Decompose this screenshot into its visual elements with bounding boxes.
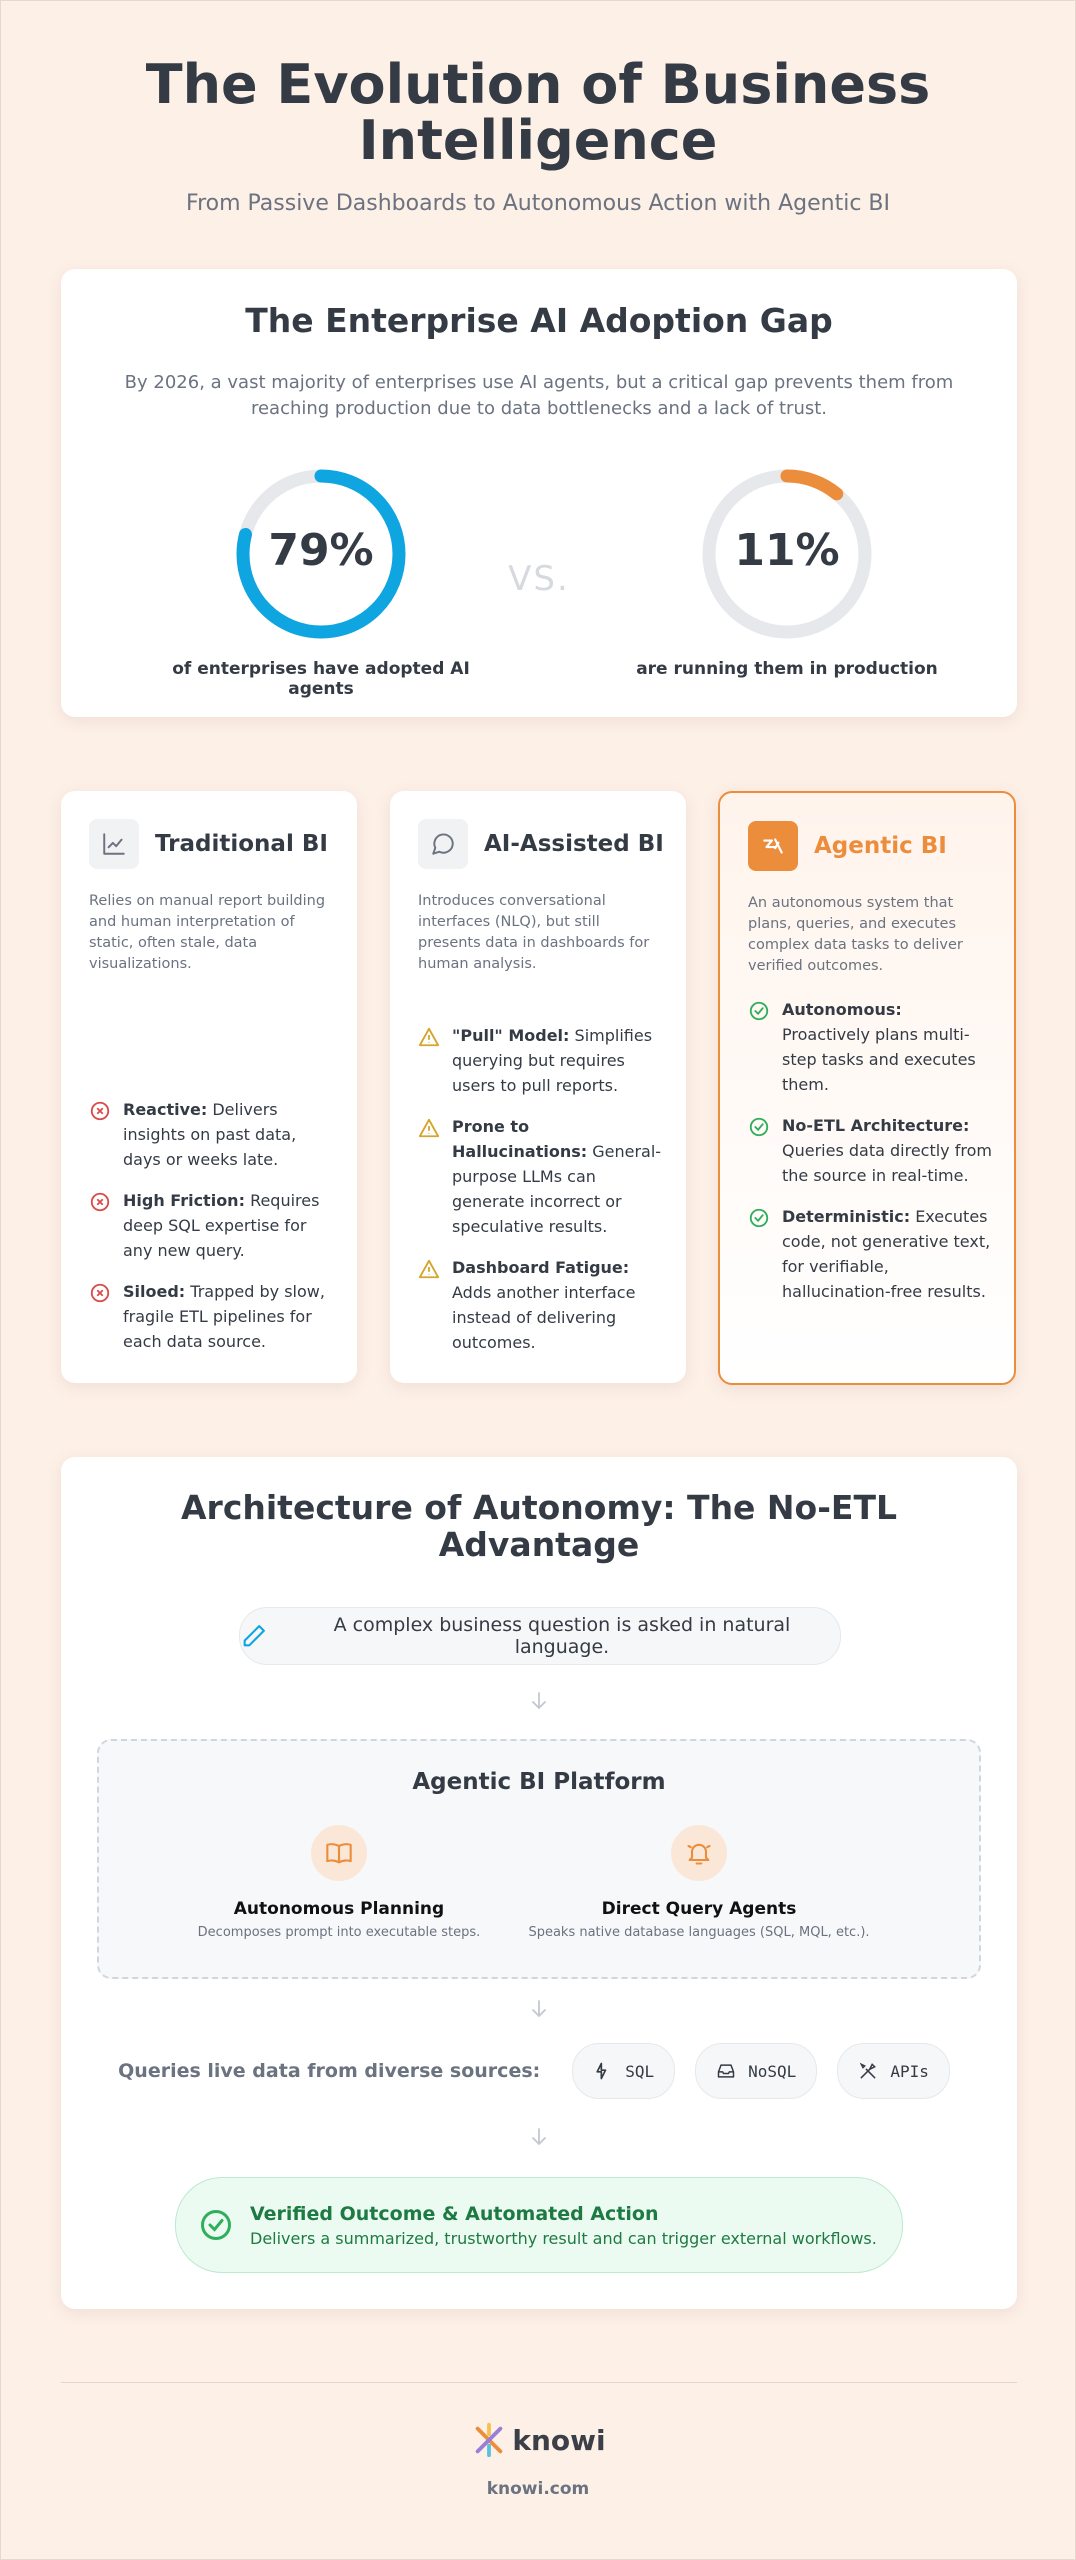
warning-triangle-icon — [418, 1026, 440, 1048]
traditional-bi-description: Relies on manual report building and human interpretation of static, often stale, data visualizations. — [89, 893, 326, 972]
source-chip-nosql: NoSQL — [695, 2043, 817, 2099]
ai-assisted-bi-list — [418, 1023, 664, 1371]
footer-divider — [61, 2382, 1017, 2383]
outcome-box — [175, 2177, 903, 2273]
brand-name: knowi — [512, 2423, 606, 2457]
vs-label: VS. — [508, 559, 570, 599]
feature-title: Autonomous Planning — [233, 1899, 445, 1919]
adoption-ring — [236, 469, 406, 639]
knowi-logo-icon — [470, 2421, 508, 2459]
check-circle-icon — [748, 1116, 770, 1138]
feature-desc: Decomposes prompt into executable steps. — [197, 1925, 481, 1940]
x-circle-icon — [89, 1282, 111, 1304]
source-chip-apis: APIs — [837, 2043, 950, 2099]
x-circle-icon — [89, 1100, 111, 1122]
agent-icon — [748, 821, 798, 871]
list-item: Autonomous: Proactively plans multi-step tasks and executes them. — [748, 997, 994, 1097]
source-chip-sql: SQL — [572, 2043, 675, 2099]
agentic-bi-list — [748, 997, 994, 1320]
adoption-gap-title: The Enterprise AI Adoption Gap — [245, 301, 833, 340]
adoption-label: of enterprises have adopted AI agents — [172, 659, 470, 699]
hero — [1, 1, 1075, 216]
inbox-icon — [716, 2061, 736, 2081]
adoption-value: 79% — [268, 525, 374, 576]
list-item: No-ETL Architecture: Queries data directly from the source in real-time. — [748, 1113, 994, 1188]
adoption-gap-description: By 2026, a vast majority of enterprises use AI agents, but a critical gap prevents them from reaching production due to data bottlenecks and a lack of trust. — [124, 372, 954, 419]
production-stat — [607, 469, 967, 679]
list-item: "Pull" Model: Simplifies querying but requires users to pull reports. — [418, 1023, 664, 1098]
arrow-down-icon — [527, 1689, 551, 1713]
production-ring — [702, 469, 872, 639]
sources-label: Queries live data from diverse sources: — [118, 2060, 541, 2082]
line-chart-icon — [89, 819, 139, 869]
adoption-gap-card — [61, 269, 1017, 717]
page-title: The Evolution of Business Intelligence — [145, 53, 931, 172]
agentic-bi-card — [718, 791, 1016, 1385]
question-text: A complex business question is asked in natural language. — [333, 1614, 791, 1658]
x-circle-icon — [89, 1191, 111, 1213]
traditional-bi-list — [89, 1097, 335, 1370]
architecture-title: Architecture of Autonomy: The No-ETL Advantage — [181, 1488, 897, 1564]
chat-bubble-icon — [418, 819, 468, 869]
production-value: 11% — [734, 525, 840, 576]
list-item: Prone to Hallucinations: General-purpose LLMs can generate incorrect or speculative results. — [418, 1114, 664, 1239]
check-circle-icon — [198, 2207, 234, 2243]
check-circle-icon — [748, 1207, 770, 1229]
platform-box — [97, 1739, 981, 1979]
ai-assisted-bi-title: AI-Assisted BI — [484, 831, 664, 857]
arrow-down-icon — [527, 1997, 551, 2021]
autonomous-planning-feature — [159, 1825, 519, 1940]
book-icon — [311, 1825, 367, 1881]
question-pill — [239, 1607, 841, 1665]
production-label: are running them in production — [636, 659, 938, 679]
bell-icon — [671, 1825, 727, 1881]
check-circle-icon — [748, 1000, 770, 1022]
page-subtitle: From Passive Dashboards to Autonomous Action with Agentic BI — [186, 191, 890, 216]
feature-title: Direct Query Agents — [601, 1899, 797, 1919]
list-item: Deterministic: Executes code, not generative text, for verifiable, hallucination-free results. — [748, 1204, 994, 1304]
bolt-icon — [593, 2061, 613, 2081]
pencil-icon — [240, 1622, 268, 1650]
warning-triangle-icon — [418, 1117, 440, 1139]
list-item: Siloed: Trapped by slow, fragile ETL pipelines for each data source. — [89, 1279, 335, 1354]
warning-triangle-icon — [418, 1258, 440, 1280]
data-sources-row — [61, 2043, 1017, 2099]
list-item: High Friction: Requires deep SQL expertise for any new query. — [89, 1188, 335, 1263]
brand-logo — [1, 2421, 1075, 2459]
platform-title: Agentic BI Platform — [412, 1769, 666, 1795]
outcome-desc: Delivers a summarized, trustworthy result and can trigger external workflows. — [250, 2228, 877, 2248]
traditional-bi-title: Traditional BI — [155, 831, 328, 857]
architecture-card — [61, 1457, 1017, 2309]
ai-assisted-bi-card — [390, 791, 686, 1383]
direct-query-feature — [519, 1825, 879, 1940]
feature-desc: Speaks native database languages (SQL, MQL, etc.). — [528, 1925, 870, 1940]
traditional-bi-card — [61, 791, 357, 1383]
tools-icon — [858, 2061, 878, 2081]
arrow-down-icon — [527, 2125, 551, 2149]
outcome-title: Verified Outcome & Automated Action — [250, 2202, 659, 2225]
agentic-bi-title: Agentic BI — [814, 833, 947, 859]
ai-assisted-bi-description: Introduces conversational interfaces (NLQ), but still presents data in dashboards for human analysis. — [418, 893, 650, 972]
list-item: Reactive: Delivers insights on past data, days or weeks late. — [89, 1097, 335, 1172]
site-url: knowi.com — [486, 2479, 590, 2499]
agentic-bi-description: An autonomous system that plans, queries, and executes complex data tasks to deliver verified outcomes. — [748, 895, 963, 974]
list-item: Dashboard Fatigue: Adds another interface instead of delivering outcomes. — [418, 1255, 664, 1355]
